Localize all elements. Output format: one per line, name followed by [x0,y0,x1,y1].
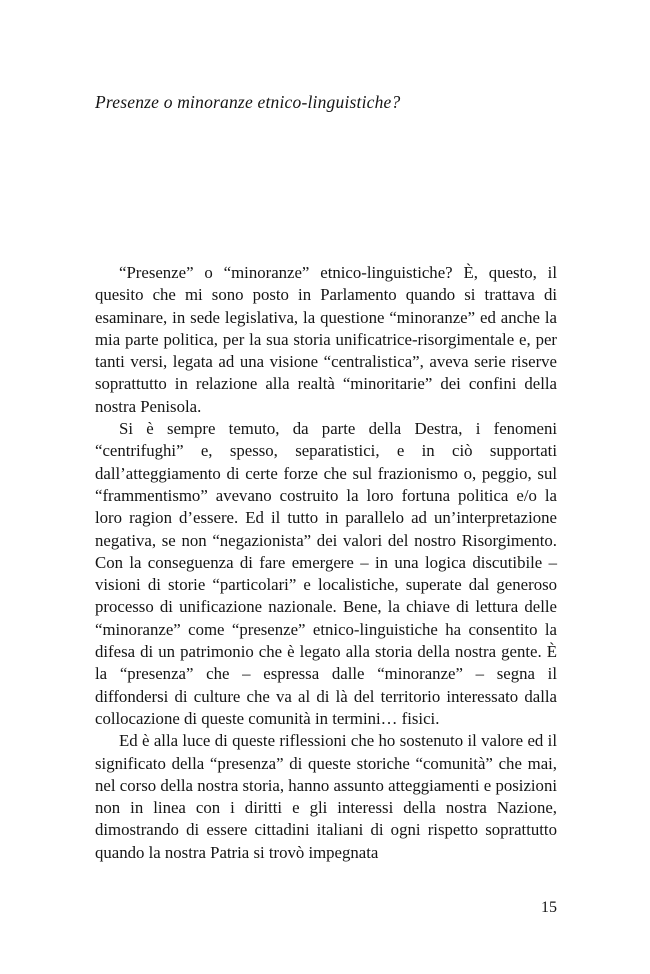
paragraph: Ed è alla luce di queste riflessioni che ho sostenuto il valore ed il significato della “presenza” di queste storiche “comunità” che mai, nel corso della nostra storia, hanno assunto atteggiamenti e posizioni non in linea con i diritti e gli interessi della nostra Nazione, dimostrando di essere cittadini italiani di ogni rispetto soprattutto quando la nostra Patria si trovò impegnata [95,731,557,862]
paragraph: Si è sempre temuto, da parte della Destra, i fenomeni “centrifughi” e, spesso, separatistici, e in ciò supportati dall’atteggiamento di certe forze che sul frazionismo o, peggio, sul “frammentismo” avevano costruito la loro fortuna politica e/o la loro ragion d’essere. Ed il tutto in parallelo ad un’interpretazione negativa, se non “negazionista” dei valori del nostro Risorgimento. Con la conseguenza di fare emergere – in una logica discutibile – visioni di storie “particolari” e localistiche, superate dal generoso processo di unificazione nazionale. Bene, la chiave di lettura delle “minoranze” come “presenze” etnico-linguistiche ha consentito la difesa di un patrimonio che è legato alla storia della nostra gente. È la “presenza” che – espressa dalle “minoranze” – segna il diffondersi di culture che va al di là del territorio interessato dalla collocazione di queste comunità in termini… fisici. [95,419,557,728]
paragraph: “Presenze” o “minoranze” etnico-linguistiche? È, questo, il quesito che mi sono posto in Parlamento quando si trattava di esaminare, in sede legislativa, la questione “minoranze” ed anche la mia parte politica, per la sua storia unificatrice-risorgimentale e, per tanti versi, legata ad una visione “centralistica”, aveva serie riserve soprattutto in relazione alla realtà “minoritarie” dei confini della nostra Penisola. [95,263,557,416]
chapter-title: Presenze o minoranze etnico-linguistiche? [95,92,401,112]
body-text [95,262,557,864]
page-number: 15 [541,899,557,916]
